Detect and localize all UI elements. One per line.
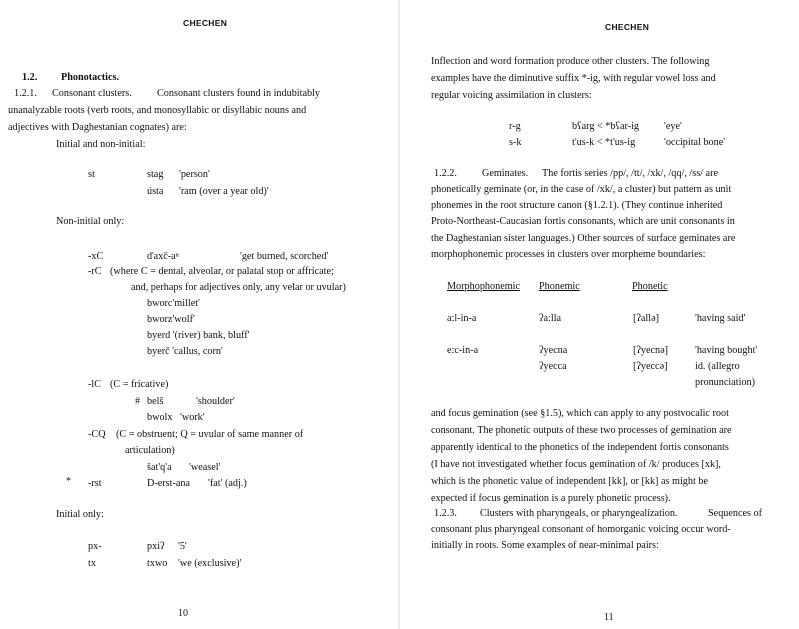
cluster-note: articulation)	[125, 445, 175, 456]
example-form: stag	[147, 169, 164, 180]
paragraph-line: unanalyzable roots (verb roots, and monosyllabic or disyllabic nouns and	[8, 105, 307, 116]
table-cell: a:l-in-a	[447, 313, 477, 324]
subsection-title: Consonant clusters.	[52, 88, 132, 99]
table-cell: e:c-in-a	[447, 345, 479, 356]
example-form: byerč 'callus, corn'	[147, 346, 223, 357]
paragraph-line: phonetically geminate (or, in the case of /xk/, a cluster) but pattern as unit	[431, 184, 732, 195]
table-cell: ʔyecna	[539, 345, 568, 356]
paragraph-line: expected if focus gemination is a purely phonetic process).	[431, 493, 671, 504]
example-form: txwo	[147, 558, 168, 569]
cluster-note: and, perhaps for adjectives only, any velar or uvular)	[131, 282, 346, 293]
cluster-note: (where C = dental, alveolar, or palatal stop or affricate;	[110, 266, 334, 277]
table-header-phonemic: Phonemic	[539, 281, 580, 292]
example-gloss: 'we (exclusive)'	[178, 558, 242, 569]
paragraph-line: examples have the diminutive suffix *-ig, with regular vowel loss and	[431, 73, 716, 84]
paragraph-line: apparently identical to the phonetics of the independent fortis consonants	[431, 442, 729, 453]
example-form: byerd '(river) bank, bluff'	[147, 330, 250, 341]
cluster-label: -lC	[88, 379, 102, 390]
example-gloss: 'shoulder'	[196, 396, 235, 407]
cluster-label: -rst	[88, 478, 102, 489]
cluster-label: tx	[88, 558, 96, 569]
paragraph-line: which is the phonetic value of independent [kk], or [kk] as might be	[431, 476, 708, 487]
paragraph-line: (I have not investigated whether focus gemination of /k/ produces [xk],	[431, 459, 721, 470]
boundary-marker: #	[135, 396, 141, 407]
example-form: belš	[147, 396, 164, 407]
table-cell: 'having bought'	[695, 345, 758, 356]
cluster-label: -xC	[88, 251, 104, 262]
example-gloss: 'person'	[179, 169, 210, 180]
table-cell: [ʔyeccə]	[633, 361, 668, 372]
paragraph-line: Consonant clusters found in indubitably	[157, 88, 320, 99]
paragraph-line: consonant. The phonetic outputs of these two processes of gemination are	[431, 425, 732, 436]
paragraph-line: Sequences of	[708, 508, 763, 519]
cluster-label: px-	[88, 541, 102, 552]
paragraph-line: regular voicing assimilation in clusters:	[431, 90, 592, 101]
example-gloss: 'work'	[180, 412, 205, 423]
paragraph-line: adjectives with Daghestanian cognates) are:	[8, 122, 187, 133]
example-gloss: '5'	[178, 541, 187, 552]
table-cell: ʔyecca	[539, 361, 567, 372]
example-form: t'us-k < *t'us-ig	[572, 137, 636, 148]
table-cell: id. (allegro	[695, 361, 740, 372]
section-number: 1.2.	[22, 72, 38, 83]
reconstruction-marker: *	[66, 476, 72, 487]
subsection-title: Clusters with pharyngeals, or pharyngealization.	[480, 508, 678, 519]
cluster-label: s-k	[509, 137, 522, 148]
section-title: Phonotactics.	[61, 72, 120, 83]
example-gloss: 'fat' (adj.)	[208, 478, 247, 489]
list-heading: Initial and non-initial:	[56, 139, 146, 150]
example-form: bworc'millet'	[147, 298, 200, 309]
paragraph-line: consonant plus pharyngeal consonant of homorganic voicing occur word-	[431, 524, 731, 535]
paragraph-line: phonemes in the root structure canon (§1.2.1). (They continue inherited	[431, 200, 723, 211]
page-number: 11	[604, 612, 614, 623]
example-form: bʕarg < *bʕar-ig	[572, 121, 640, 132]
table-cell: [ʔallə]	[633, 313, 660, 324]
example-gloss: 'occipital bone'	[664, 137, 726, 148]
example-gloss: 'weasel'	[189, 462, 221, 473]
paragraph-line: Inflection and word formation produce other clusters. The following	[431, 56, 710, 67]
subsection-number: 1.2.2.	[434, 168, 457, 179]
subsection-number: 1.2.1.	[14, 88, 37, 99]
example-gloss: 'ram (over a year old)'	[179, 186, 269, 197]
page-number: 10	[178, 608, 188, 619]
subsection-number: 1.2.3.	[434, 508, 457, 519]
cluster-label: st	[88, 169, 95, 180]
table-header-phonetic: Phonetic	[632, 281, 668, 292]
paragraph-line: Proto-Northeast-Caucasian fortis consonants, which are unit consonants in	[431, 216, 735, 227]
cluster-note: (C = obstruent; Q = uvular of same manner of	[116, 429, 304, 440]
subsection-title: Geminates.	[482, 168, 529, 179]
list-heading: Initial only:	[56, 509, 104, 520]
cluster-label: -rC	[88, 266, 102, 277]
cluster-label: r-g	[509, 121, 521, 132]
example-gloss: 'get burned, scorched'	[240, 251, 329, 262]
table-cell: ʔa:lla	[539, 313, 562, 324]
table-cell: pronunciation)	[695, 377, 755, 388]
table-cell: [ʔyecnə]	[633, 345, 669, 356]
example-form: bworz'wolf'	[147, 314, 195, 325]
example-form: ústa	[147, 186, 164, 197]
list-heading: Non-initial only:	[56, 216, 125, 227]
cluster-note: (C = fricative)	[110, 379, 169, 390]
example-form: šat'q'a	[147, 462, 172, 473]
paragraph-line: and focus gemination (see §1.5), which can apply to any postvocalic root	[431, 408, 729, 419]
example-form: pxiʔ	[147, 541, 165, 552]
table-header-morphophonemic: Morphophonemic	[447, 281, 520, 292]
paragraph-line: The fortis series /pp/, /tt/, /xk/, /qq/, /ss/ are	[542, 168, 718, 179]
example-form: D-erst-ana	[147, 478, 190, 489]
example-gloss: 'eye'	[664, 121, 682, 132]
running-header: CHECHEN	[605, 22, 650, 32]
right-page	[400, 0, 799, 629]
paragraph-line: morphophonemic processes in clusters over morpheme boundaries:	[431, 249, 706, 260]
example-form: bwolx	[147, 412, 173, 423]
cluster-label: -CQ	[88, 429, 106, 440]
example-form: ďaxč-aⁿ	[147, 251, 179, 262]
table-cell: 'having said'	[695, 313, 746, 324]
paragraph-line: initially in roots. Some examples of near-minimal pairs:	[431, 540, 659, 551]
paragraph-line: the Daghestanian sister languages.) Other sources of surface geminates are	[431, 233, 736, 244]
left-page	[0, 0, 399, 629]
running-header: CHECHEN	[183, 18, 228, 28]
